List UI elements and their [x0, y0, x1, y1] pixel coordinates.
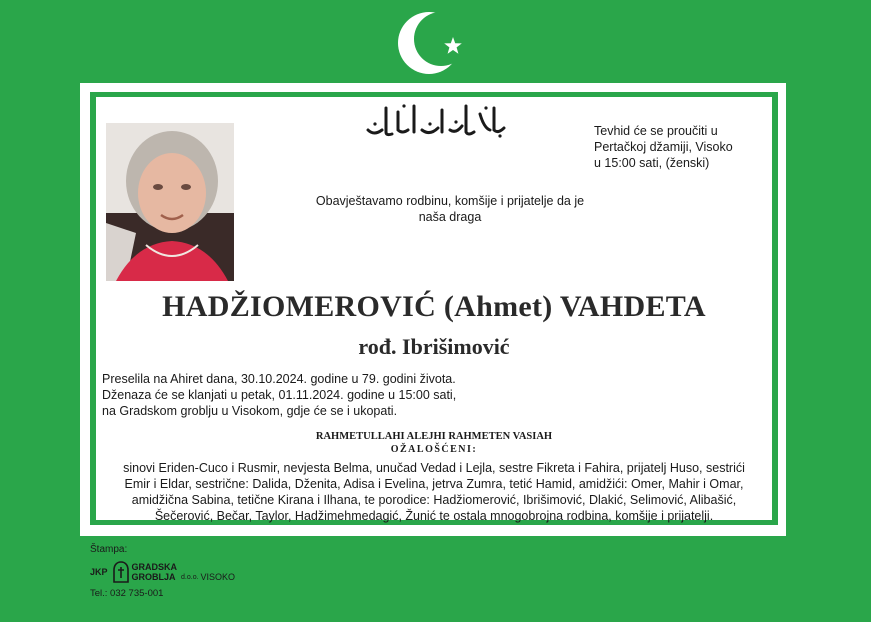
- prayer-line: RAHMETULLAHI ALEJHI RAHMETEN VASIAH: [315, 431, 553, 442]
- crescent-star-icon: [395, 6, 475, 80]
- mourners-heading: OŽALOŠĆENI:: [390, 444, 478, 455]
- mourners-line: Emir i Eldar, sestrične: Dalida, Dženita, Adisa i Evelina, jetrva Zumra, tetić Hamid, amidžići: Omer, Mahir i Omar,: [124, 477, 744, 491]
- tevhid-line: Tevhid će se proučiti u: [594, 124, 718, 138]
- printer-name: [132, 562, 178, 582]
- mourners-list: [100, 460, 768, 524]
- cemetery-logo-icon: [112, 561, 130, 583]
- deceased-name: HADŽIOMEROVIĆ (Ahmet) VAHDETA: [162, 290, 706, 323]
- printer-logo: [90, 560, 235, 584]
- printer-phone: Tel.: 032 735-001: [90, 588, 164, 599]
- tevhid-info: [594, 123, 754, 171]
- details-line: na Gradskom groblju u Visokom, gdje će se i ukopati.: [102, 404, 398, 418]
- printer-doo: d.o.o.: [181, 574, 199, 581]
- tevhid-line: u 15:00 sati, (ženski): [594, 156, 710, 170]
- maiden-name: rođ. Ibrišimović: [358, 334, 510, 359]
- arabic-calligraphy: [360, 100, 510, 140]
- announcement-line: naša draga: [418, 210, 482, 224]
- tevhid-line: Pertačkoj džamiji, Visoko: [594, 140, 733, 154]
- funeral-details: [102, 371, 502, 419]
- details-line: Preselila na Ahiret dana, 30.10.2024. godine u 79. godini života.: [102, 372, 456, 386]
- mourners-line: Šečerović, Bečar, Taylor, Hadžimehmedagić, Žunić te ostala mnogobrojna rodbina, komšije i prijatelji.: [154, 509, 714, 523]
- printer-city: VISOKO: [200, 572, 236, 582]
- print-label: Štampa:: [90, 544, 128, 555]
- details-line: Dženaza će se klanjati u petak, 01.11.2024. godine u 15:00 sati,: [102, 388, 457, 402]
- portrait-photo: [106, 123, 234, 281]
- printer-name-line1: GRADSKA: [131, 562, 178, 572]
- mourners-line: sinovi Eriden-Cuco i Rusmir, nevjesta Belma, unučad Vedad i Lejla, sestre Fikreta i Fahira, prijatelj Huso, sestrići: [123, 461, 745, 475]
- announcement: [300, 193, 600, 225]
- printer-jkp: JKP: [90, 567, 108, 577]
- portrait-illustration: [106, 123, 234, 281]
- printer-name-line2: GROBLJA: [131, 572, 176, 582]
- mourners-line: amidžična Sabina, tetične Kirana i Ilhana, te porodice: Hadžiomerović, Ibrišimović, Dlakić, Selimović, Alibašić,: [131, 493, 737, 507]
- announcement-line: Obavještavamo rodbinu, komšije i prijatelje da je: [315, 194, 585, 208]
